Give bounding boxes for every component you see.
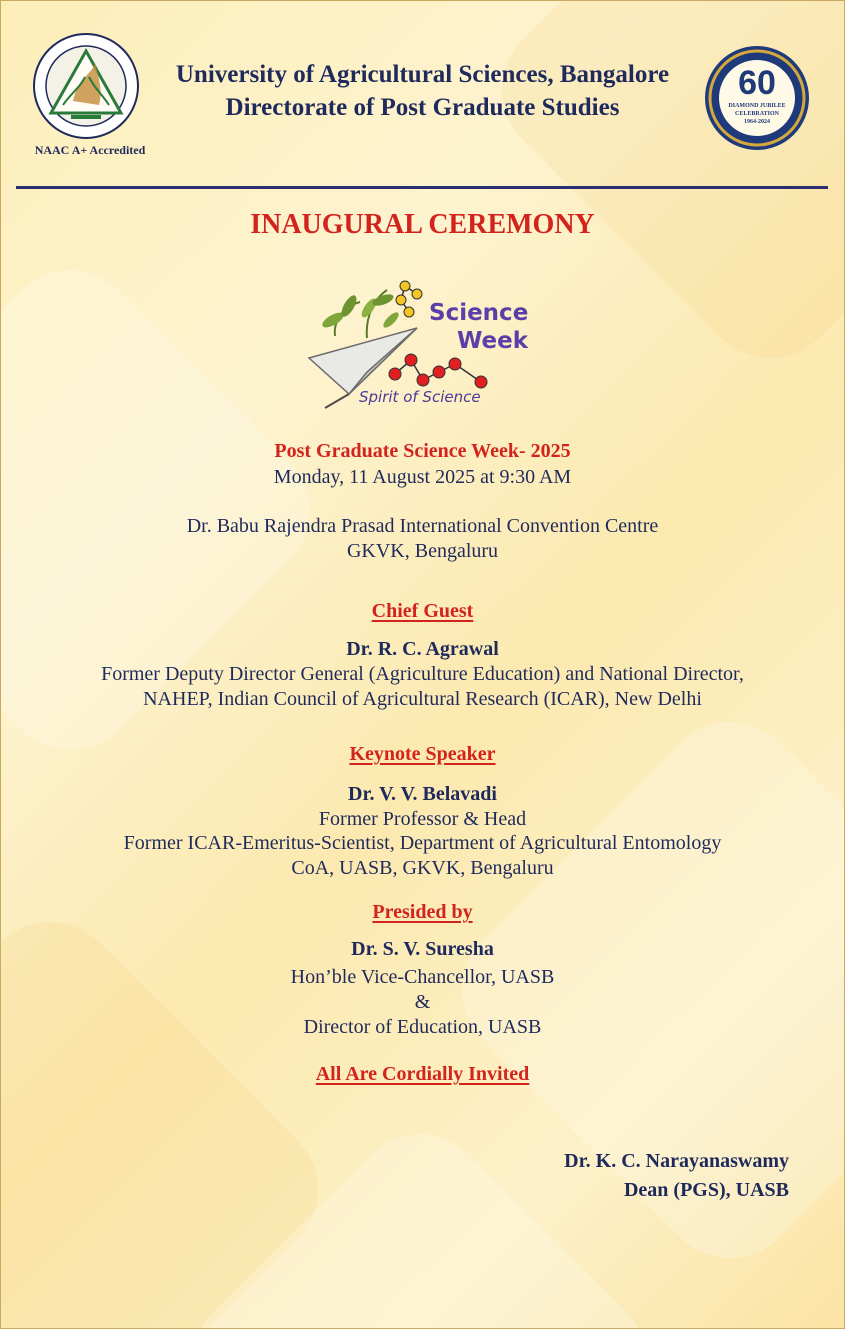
chief-guest-line-2: NAHEP, Indian Council of Agricultural Research (ICAR), New Delhi bbox=[143, 688, 702, 710]
science-week-logo bbox=[305, 276, 540, 416]
jubilee-years: 1964-2024 bbox=[744, 119, 770, 125]
header-divider bbox=[16, 186, 828, 189]
chief-guest-name: Dr. R. C. Agrawal bbox=[346, 638, 499, 660]
jubilee-caption: DIAMOND JUBILEE bbox=[728, 103, 786, 109]
logo-word-science: Science bbox=[429, 300, 529, 326]
jubilee-sub: CELEBRATION bbox=[735, 111, 779, 117]
keynote-name: Dr. V. V. Belavadi bbox=[348, 783, 497, 805]
presided-ampersand: & bbox=[414, 991, 431, 1013]
accreditation-label: NAAC A+ Accredited bbox=[34, 143, 146, 157]
logo-tagline: Spirit of Science bbox=[359, 388, 481, 406]
presided-label: Presided by bbox=[372, 901, 473, 923]
chief-guest-line-1: Former Deputy Director General (Agriculture Education) and National Director, bbox=[101, 663, 744, 685]
event-title: Post Graduate Science Week- 2025 bbox=[274, 440, 571, 462]
chief-guest-label: Chief Guest bbox=[371, 600, 474, 622]
directorate-name: Directorate of Post Graduate Studies bbox=[225, 94, 620, 121]
jubilee-number: 60 bbox=[738, 64, 776, 102]
logo-word-week: Week bbox=[457, 328, 529, 354]
ceremony-heading: INAUGURAL CEREMONY bbox=[250, 209, 595, 240]
keynote-line-3: CoA, UASB, GKVK, Bengaluru bbox=[291, 857, 554, 879]
signatory-title: Dean (PGS), UASB bbox=[623, 1179, 789, 1201]
invitation-text: All Are Cordially Invited bbox=[315, 1063, 530, 1085]
event-datetime: Monday, 11 August 2025 at 9:30 AM bbox=[273, 466, 572, 488]
venue-line-2: GKVK, Bengaluru bbox=[346, 540, 499, 562]
presided-line-1: Hon’ble Vice-Chancellor, UASB bbox=[290, 966, 555, 988]
keynote-label: Keynote Speaker bbox=[349, 743, 496, 765]
venue-line-1: Dr. Babu Rajendra Prasad International Convention Centre bbox=[186, 515, 659, 537]
signatory-name: Dr. K. C. Narayanaswamy bbox=[564, 1150, 789, 1172]
keynote-line-1: Former Professor & Head bbox=[318, 808, 527, 830]
university-name: University of Agricultural Sciences, Bangalore bbox=[175, 61, 670, 88]
presided-line-2: Director of Education, UASB bbox=[303, 1016, 542, 1038]
keynote-line-2: Former ICAR-Emeritus-Scientist, Department of Agricultural Entomology bbox=[123, 832, 722, 854]
presided-name: Dr. S. V. Suresha bbox=[351, 938, 494, 960]
